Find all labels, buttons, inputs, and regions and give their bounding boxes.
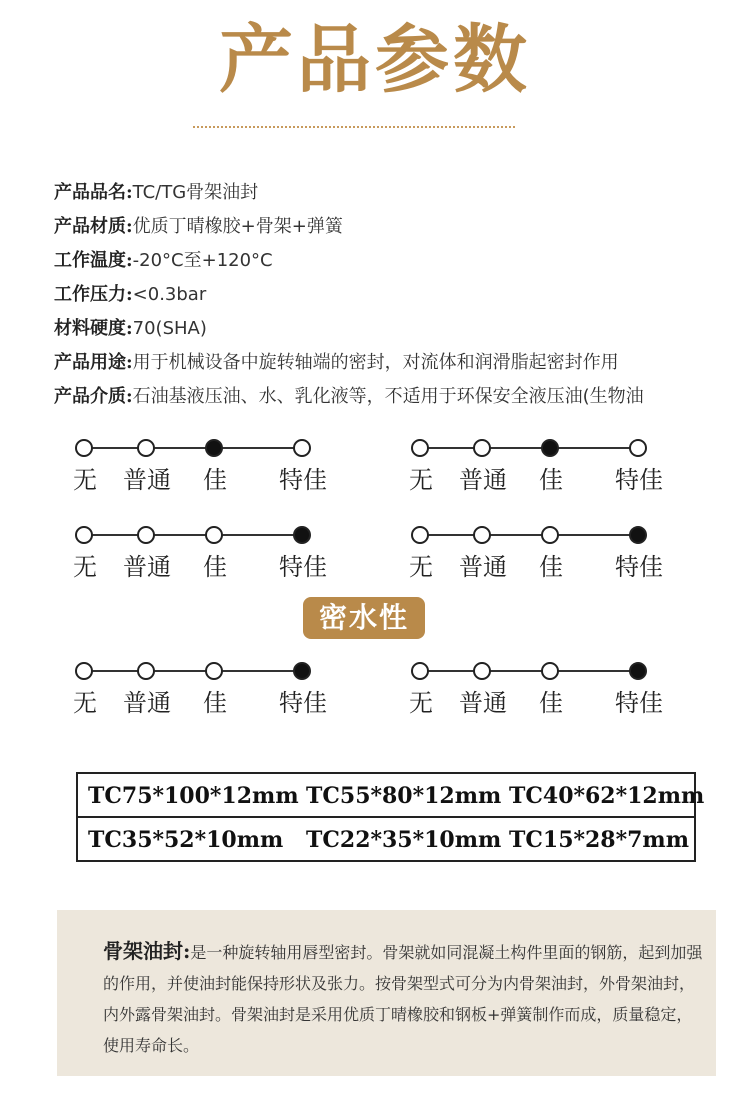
rating-label: 普通 (123, 466, 171, 494)
rating-label: 佳 (539, 689, 563, 717)
title-divider (193, 126, 515, 128)
spec-value: <0.3bar (132, 284, 207, 305)
spec-item-medium (54, 380, 744, 414)
rating-label: 无 (73, 553, 97, 581)
size-table (76, 772, 705, 862)
rating-label: 特佳 (615, 689, 663, 717)
spec-item-material (54, 210, 744, 244)
rating-label: 无 (409, 689, 433, 717)
spec-value: 石油基液压油、水、乳化液等，不适用于环保安全液压油(生物油 (132, 386, 644, 407)
rating-dot-empty (473, 439, 491, 457)
spec-label: 材料硬度: (54, 318, 133, 339)
rating-track (420, 670, 640, 672)
rating-label: 佳 (203, 466, 227, 494)
rating-dot-empty (137, 439, 155, 457)
rating-label: 普通 (459, 553, 507, 581)
table-cell: TC35*52*10mm (88, 827, 284, 853)
spec-label: 工作温度: (54, 250, 133, 271)
spec-list (54, 176, 744, 414)
waterproof-badge: 密水性 (303, 597, 425, 639)
rating-dot-empty (411, 439, 429, 457)
spec-label: 产品介质: (54, 386, 133, 407)
rating-dot-filled (541, 439, 559, 457)
rating-track (84, 670, 304, 672)
rating-label: 特佳 (279, 553, 327, 581)
table-row (78, 818, 694, 860)
rating-label: 特佳 (615, 466, 663, 494)
rating-dot-filled (205, 439, 223, 457)
rating-dot-empty (411, 526, 429, 544)
rating-dot-empty (629, 439, 647, 457)
table-cell: TC40*62*12mm (509, 783, 705, 809)
rating-scale (408, 653, 668, 733)
spec-label: 产品用途: (54, 352, 133, 373)
table-row (78, 774, 705, 818)
rating-label: 无 (409, 553, 433, 581)
spec-label: 产品品名: (54, 182, 133, 203)
rating-dot-filled (629, 526, 647, 544)
rating-label: 普通 (123, 689, 171, 717)
rating-dot-empty (205, 526, 223, 544)
rating-dot-empty (137, 662, 155, 680)
rating-dot-empty (75, 439, 93, 457)
rating-label: 无 (409, 466, 433, 494)
rating-dot-empty (411, 662, 429, 680)
rating-scale (72, 653, 332, 733)
rating-label: 特佳 (615, 553, 663, 581)
rating-dot-filled (293, 526, 311, 544)
rating-dot-empty (205, 662, 223, 680)
rating-label: 特佳 (279, 466, 327, 494)
rating-dot-empty (137, 526, 155, 544)
rating-dot-filled (293, 662, 311, 680)
spec-item-pressure (54, 278, 744, 312)
rating-label: 佳 (539, 466, 563, 494)
rating-dot-empty (473, 662, 491, 680)
rating-track (84, 534, 304, 536)
rating-label: 佳 (539, 553, 563, 581)
spec-item-usage (54, 346, 744, 380)
spec-label: 工作压力: (54, 284, 133, 305)
spec-value: 70(SHA) (132, 318, 207, 339)
table-cell: TC75*100*12mm (88, 783, 299, 809)
rating-label: 特佳 (279, 689, 327, 717)
spec-value: -20°C至+120°C (132, 250, 273, 271)
rating-dot-empty (293, 439, 311, 457)
rating-dot-filled (629, 662, 647, 680)
spec-item-hardness (54, 312, 744, 346)
description-panel (57, 910, 716, 1076)
description-body: 是一种旋转轴用唇型密封。骨架就如同混凝土构件里面的钢筋，起到加强的作用，并使油封能保持形状及张力。按骨架型式可分为内骨架油封，外骨架油封，内外露骨架油封。骨架油封是采用优质丁晴橡胶和钢板+弹簧制作而成，质量稳定，使用寿命长。 (103, 943, 703, 1055)
rating-dot-empty (541, 662, 559, 680)
rating-scale (72, 430, 332, 510)
table-cell: TC55*80*12mm (306, 783, 502, 809)
rating-label: 佳 (203, 553, 227, 581)
rating-label: 普通 (123, 553, 171, 581)
description-label: 骨架油封: (103, 939, 191, 963)
rating-scale (72, 517, 332, 597)
spec-label: 产品材质: (54, 216, 133, 237)
rating-label: 无 (73, 689, 97, 717)
rating-scale (408, 430, 668, 510)
rating-label: 佳 (203, 689, 227, 717)
table-cell: TC22*35*10mm (306, 827, 502, 853)
page-title: 产品参数 (219, 17, 531, 103)
spec-item-temperature (54, 244, 744, 278)
rating-track (420, 534, 640, 536)
rating-dot-empty (541, 526, 559, 544)
rating-track (420, 447, 640, 449)
spec-item-name (54, 176, 744, 210)
rating-dot-empty (473, 526, 491, 544)
rating-dot-empty (75, 526, 93, 544)
rating-track (84, 447, 304, 449)
rating-label: 普通 (459, 689, 507, 717)
description-text (103, 936, 703, 1061)
rating-label: 无 (73, 466, 97, 494)
rating-scale (408, 517, 668, 597)
rating-label: 普通 (459, 466, 507, 494)
rating-dot-empty (75, 662, 93, 680)
spec-value: 优质丁晴橡胶+骨架+弹簧 (132, 216, 343, 237)
table-cell: TC15*28*7mm (509, 827, 689, 853)
spec-value: 用于机械设备中旋转轴端的密封，对流体和润滑脂起密封作用 (132, 352, 619, 373)
spec-value: TC/TG骨架油封 (132, 182, 259, 203)
